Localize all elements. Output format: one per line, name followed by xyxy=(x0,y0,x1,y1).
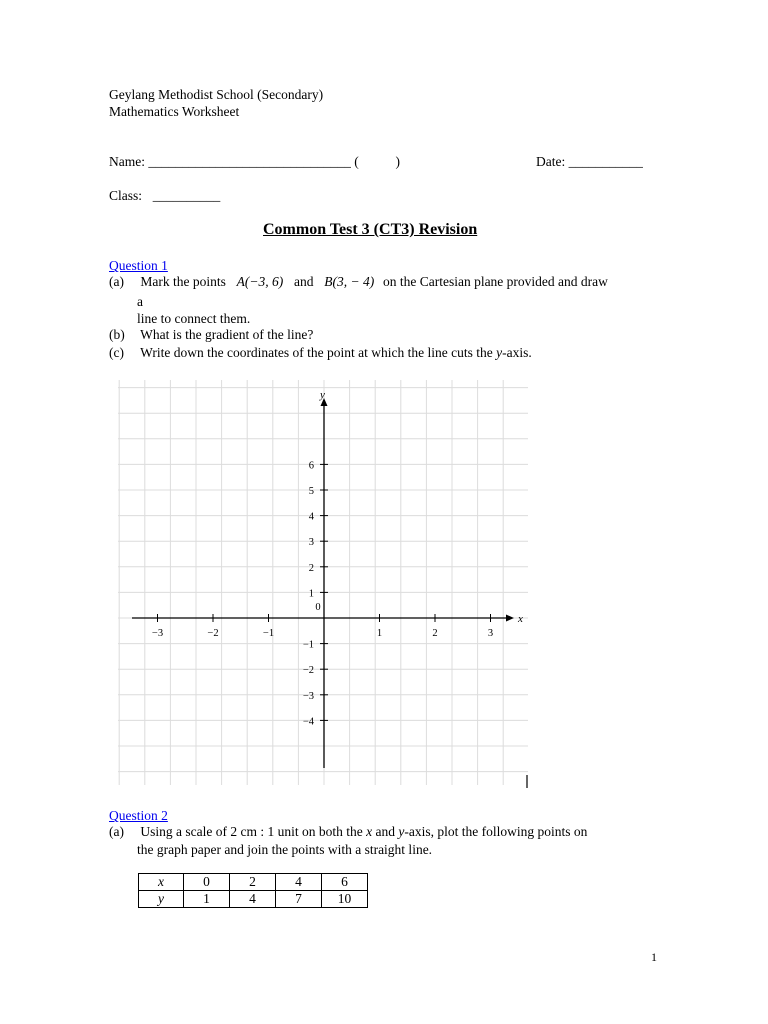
question-1-heading[interactable]: Question 1 xyxy=(109,258,168,273)
y-tick-label: −4 xyxy=(302,716,314,728)
y-tick-label: 5 xyxy=(308,486,314,497)
y-axis-label: y xyxy=(320,389,325,401)
xy-table xyxy=(138,873,368,908)
x-tick-label: −1 xyxy=(262,628,275,639)
class-blank: __________ xyxy=(152,188,221,203)
q1-b-text: What is the gradient of the line? xyxy=(140,327,314,342)
q2-and: and xyxy=(375,824,395,839)
date-label: Date: xyxy=(536,154,566,169)
y-tick-label: 1 xyxy=(308,588,314,600)
q2-a-text-3: the graph paper and join the points with a straight line. xyxy=(137,842,433,857)
y-tick-label: 6 xyxy=(308,460,314,472)
point-a: A(−3, 6) xyxy=(236,274,284,289)
table-header-x: x xyxy=(139,874,184,891)
table-row-y xyxy=(139,891,368,908)
q1-a-text-1: Mark the points xyxy=(140,274,226,289)
table-cell: 2 xyxy=(230,874,276,891)
table-cell: 10 xyxy=(322,891,368,908)
question-2-heading[interactable]: Question 2 xyxy=(109,808,168,823)
x-tick-label: −3 xyxy=(151,628,164,639)
x-axis-label: x xyxy=(518,613,523,625)
q1-b-label: (b) xyxy=(109,327,125,342)
q1-c-text-2: -axis. xyxy=(502,345,532,360)
worksheet-subject: Mathematics Worksheet xyxy=(109,104,240,119)
q1-a-and: and xyxy=(293,274,314,289)
y-tick-label: −2 xyxy=(302,665,314,677)
name-blank: ______________________________ xyxy=(148,154,351,169)
q2-a-text-1: Using a scale of 2 cm : 1 unit on both the xyxy=(140,824,363,839)
x-tick-label: 3 xyxy=(487,628,494,639)
y-tick-label: 2 xyxy=(308,562,314,574)
school-name: Geylang Methodist School (Secondary) xyxy=(109,87,324,102)
table-header-y: y xyxy=(139,891,184,908)
x-tick-label: −2 xyxy=(207,628,219,639)
date-blank: ___________ xyxy=(568,154,643,169)
x-tick-label: 1 xyxy=(376,628,383,639)
q1-c-text-1: Write down the coordinates of the point at which the line cuts the xyxy=(140,345,493,360)
y-tick-label: −1 xyxy=(302,639,314,651)
q1-c-label: (c) xyxy=(109,345,124,360)
index-open: ( xyxy=(354,154,359,169)
q2-x-var: x xyxy=(366,824,373,839)
page-title: Common Test 3 (CT3) Revision xyxy=(263,221,478,238)
y-tick-label: 3 xyxy=(308,537,314,549)
table-cell: 0 xyxy=(184,874,230,891)
name-label: Name: xyxy=(109,154,145,169)
q2-part-a-line1 xyxy=(109,824,587,840)
y-tick-label: 4 xyxy=(308,511,314,523)
x-axis-arrow xyxy=(506,615,514,622)
origin-label: 0 xyxy=(315,602,321,613)
q2-y-var: y xyxy=(398,824,405,839)
table-cell: 4 xyxy=(276,874,322,891)
y-tick-label: −3 xyxy=(302,690,314,702)
q1-a-text-3: a xyxy=(137,294,143,309)
table-cell: 4 xyxy=(230,891,276,908)
table-cell: 1 xyxy=(184,891,230,908)
point-b: B(3, − 4) xyxy=(324,274,375,289)
q2-a-label: (a) xyxy=(109,824,124,839)
q1-a-text-2: on the Cartesian plane provided and draw xyxy=(382,274,608,289)
table-cell: 6 xyxy=(322,874,368,891)
table-cell: 7 xyxy=(276,891,322,908)
x-tick-label: 2 xyxy=(432,628,438,639)
q1-a-text-4: line to connect them. xyxy=(137,311,251,326)
page-number: 1 xyxy=(651,950,657,964)
q1-c-var: y xyxy=(496,345,503,360)
table-row-x xyxy=(139,874,368,891)
q2-a-text-2: -axis, plot the following points on xyxy=(404,824,588,839)
class-label: Class: xyxy=(109,188,143,203)
q1-a-label: (a) xyxy=(109,274,124,289)
index-close: ) xyxy=(395,154,400,169)
